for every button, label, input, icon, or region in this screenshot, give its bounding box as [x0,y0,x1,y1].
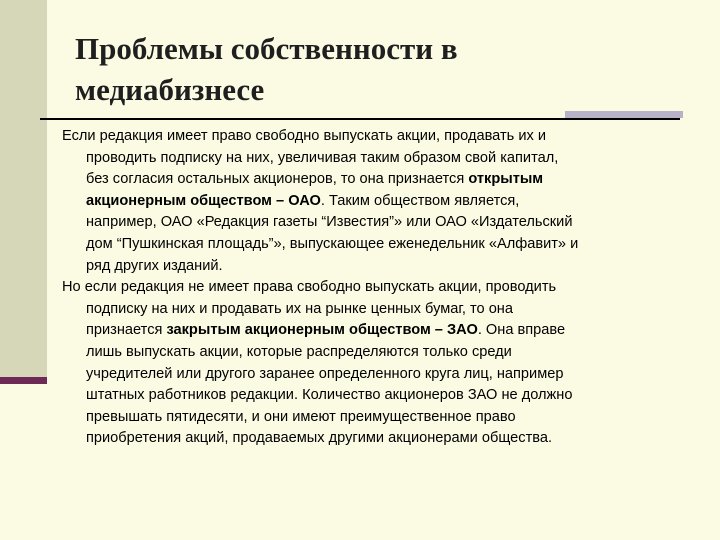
paragraph-line [62,299,702,321]
text-run: проводить подписку на них, увеличивая таким образом свой капитал, [86,149,559,166]
text-run: Если редакция имеет право свободно выпускать акции, продавать их и [62,128,546,144]
text-run: лишь выпускать акции, которые распределяются только среди [86,343,512,360]
text-run: признается [86,322,167,339]
paragraph-line [62,234,702,256]
slide-body [62,126,702,450]
paragraph-line [62,126,702,148]
paragraph-line [62,148,702,170]
paragraph-line [62,342,702,364]
title-rule [40,118,680,120]
body-paragraph [62,277,702,450]
text-run: дом “Пушкинская площадь”», выпускающее еженедельник «Алфавит» и [86,235,579,252]
text-run: . Она вправе [477,322,566,339]
text-run: штатных работников редакции. Количество акционеров ЗАО не должно [86,387,573,404]
left-decorative-band [0,0,47,384]
text-run: например, ОАО «Редакция газеты “Известия”» или ОАО «Издательский [86,214,573,231]
paragraph-line [62,169,702,191]
slide-title-line-1: Проблемы собственности в [75,31,458,66]
text-run: подписку на них и продавать их на рынке ценных бумаг, то она [86,300,513,317]
paragraph-line [62,428,702,450]
text-run: превышать пятидесяти, и они имеют преимущественное право [86,408,516,425]
body-paragraph [62,126,702,277]
emphasis-text: акционерным обществом – ОАО [86,192,321,209]
left-band-accent [0,377,47,384]
paragraph-line [62,191,702,213]
text-run: Но если редакция не имеет права свободно выпускать акции, проводить [62,279,557,296]
paragraph-line [62,320,702,342]
text-run: учредителей или другого заранее определенного круга лиц, например [86,365,564,382]
title-rule-accent [565,111,683,118]
text-run: . Таким обществом является, [320,192,520,209]
slide-title-line-2: медиабизнесе [75,72,265,107]
slide-title [75,28,675,110]
emphasis-text: открытым [468,171,544,188]
text-run: без согласия остальных акционеров, то она признается [86,171,469,188]
paragraph-line [62,277,702,299]
paragraph-line [62,256,702,278]
paragraph-line [62,407,702,429]
paragraph-line [62,364,702,386]
paragraph-line [62,385,702,407]
emphasis-text: закрытым акционерным обществом – ЗАО [166,322,478,339]
text-run: ряд других изданий. [86,257,223,274]
text-run: приобретения акций, продаваемых другими акционерами общества. [86,430,553,447]
paragraph-line [62,212,702,234]
